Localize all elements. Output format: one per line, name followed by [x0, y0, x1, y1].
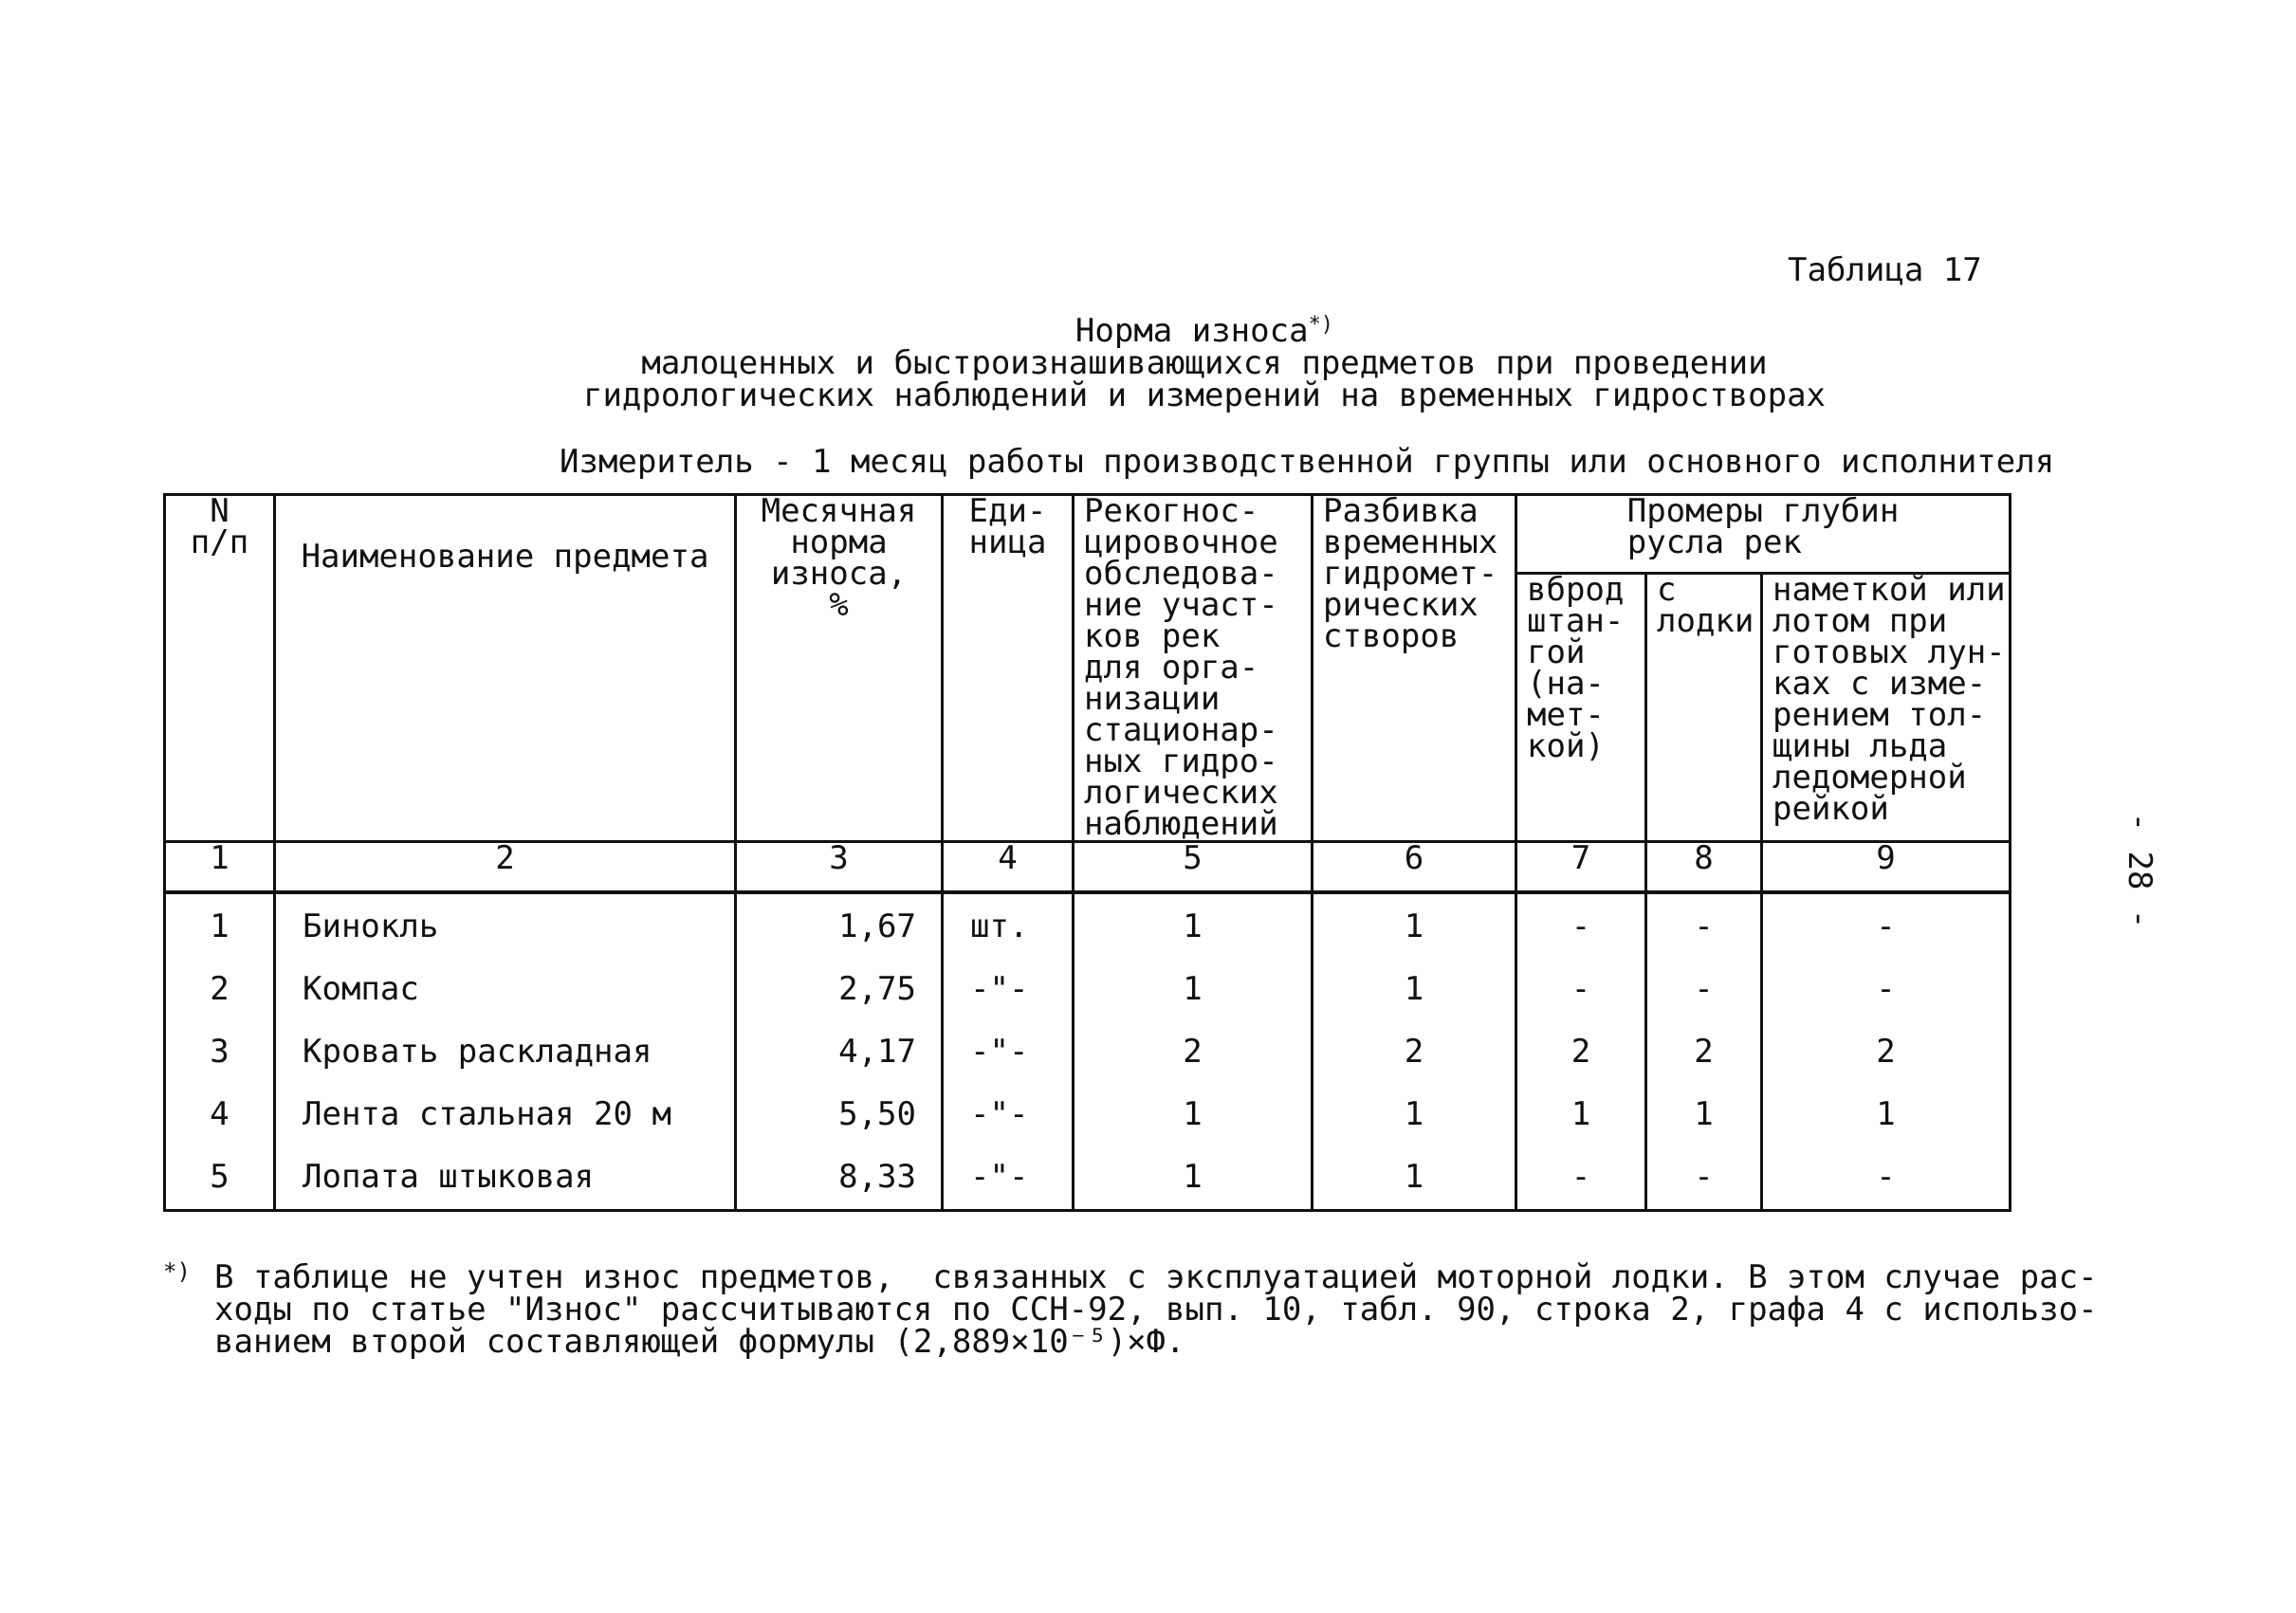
item-name: Лопата штыковая — [275, 1162, 736, 1211]
table-row — [165, 911, 2011, 974]
item-boat: - — [1646, 911, 1762, 974]
footnote-mark: *) — [163, 1258, 191, 1285]
header-wading: вброд штан- гой (на- мет- кой) — [1516, 574, 1646, 842]
item-rate: 1,67 — [736, 911, 943, 974]
column-number-row — [165, 842, 2011, 893]
header-soundings: Промеры глубин русла рек — [1516, 495, 2011, 574]
item-ice: 1 — [1762, 1099, 2011, 1162]
item-recon: 1 — [1074, 911, 1313, 974]
item-ice: - — [1762, 1162, 2011, 1211]
header-name: Наименование предмета — [275, 495, 736, 842]
column-number: 2 — [275, 842, 736, 893]
item-boat: - — [1646, 974, 1762, 1036]
item-ice: - — [1762, 911, 2011, 974]
header-num: N п/п — [165, 495, 275, 842]
item-name: Бинокль — [275, 911, 736, 974]
item-name: Лента стальная 20 м — [275, 1099, 736, 1162]
footnote — [163, 1258, 2098, 1361]
footnote-line-3: ванием второй составляющей формулы (2,889×10⁻⁵)×Ф. — [214, 1323, 1185, 1361]
column-number: 6 — [1313, 842, 1516, 893]
wear-norm-table — [163, 493, 2011, 1212]
item-ice: - — [1762, 974, 2011, 1036]
item-unit: -"- — [943, 1099, 1074, 1162]
table-row — [165, 1099, 2011, 1162]
item-rate: 4,17 — [736, 1036, 943, 1099]
column-number: 7 — [1516, 842, 1646, 893]
title-line-2: гидрологических наблюдений и измерений на временных гидростворах — [582, 376, 1827, 414]
item-breakdown: 2 — [1313, 1036, 1516, 1099]
item-name: Кровать раскладная — [275, 1036, 736, 1099]
footnote-line-1: В таблице не учтен износ предметов, связанных с эксплуатацией моторной лодки. В этом случае рас- — [214, 1258, 2098, 1296]
item-boat: 2 — [1646, 1036, 1762, 1099]
item-unit: -"- — [943, 1036, 1074, 1099]
measure-unit-line: Измеритель - 1 месяц работы производственной группы или основного исполнителя — [560, 443, 2055, 481]
row-number: 3 — [165, 1036, 275, 1099]
table-row — [165, 1036, 2011, 1099]
item-rate: 2,75 — [736, 974, 943, 1036]
item-wading: 1 — [1516, 1099, 1646, 1162]
table-row — [165, 1162, 2011, 1211]
column-number: 9 — [1762, 842, 2011, 893]
item-rate: 5,50 — [736, 1099, 943, 1162]
row-number: 4 — [165, 1099, 275, 1162]
header-breakdown: Разбивка временных гидромет- рических створов — [1313, 495, 1516, 842]
row-number: 1 — [165, 911, 275, 974]
item-wading: - — [1516, 1162, 1646, 1211]
header-ice: наметкой или лотом при готовых лун- ках с изме- рением тол- щины льда ледомерной рейкой — [1762, 574, 2011, 842]
item-ice: 2 — [1762, 1036, 2011, 1099]
page-number-text: - 28 - — [2121, 812, 2158, 929]
item-wading: - — [1516, 974, 1646, 1036]
title-line-1: малоценных и быстроизнашивающихся предметов при проведении — [641, 344, 1768, 382]
item-unit: -"- — [943, 1162, 1074, 1211]
item-breakdown: 1 — [1313, 1099, 1516, 1162]
item-unit: -"- — [943, 974, 1074, 1036]
title-main-line — [531, 312, 1878, 350]
item-recon: 1 — [1074, 974, 1313, 1036]
header-unit: Еди- ница — [943, 495, 1074, 842]
item-wading: - — [1516, 911, 1646, 974]
item-rate: 8,33 — [736, 1162, 943, 1211]
table-title — [531, 312, 1878, 414]
header-rate: Месячная норма износа, % — [736, 495, 943, 842]
column-number: 4 — [943, 842, 1074, 893]
title-footnote-mark: *) — [1308, 313, 1334, 337]
item-recon: 1 — [1074, 1162, 1313, 1211]
column-number: 1 — [165, 842, 275, 893]
row-number: 2 — [165, 974, 275, 1036]
footnote-line-2: ходы по статье "Износ" рассчитываются по ССН-92, вып. 10, табл. 90, строка 2, графа 4 с использо- — [214, 1291, 2098, 1329]
item-breakdown: 1 — [1313, 1162, 1516, 1211]
item-breakdown: 1 — [1313, 911, 1516, 974]
table-label: Таблица 17 — [1788, 251, 1982, 289]
item-name: Компас — [275, 974, 736, 1036]
column-number: 5 — [1074, 842, 1313, 893]
column-number: 3 — [736, 842, 943, 893]
header-recon: Рекогнос- цировочное обследова- ние участ- ков рек для орга- низации стационар- ных гидро- логических наблюдений — [1074, 495, 1313, 842]
item-breakdown: 1 — [1313, 974, 1516, 1036]
page-number — [2107, 798, 2164, 941]
item-recon: 1 — [1074, 1099, 1313, 1162]
item-boat: - — [1646, 1162, 1762, 1211]
table-row — [165, 974, 2011, 1036]
item-boat: 1 — [1646, 1099, 1762, 1162]
title-main: Норма износа — [1075, 312, 1309, 350]
header-boat: с лодки — [1646, 574, 1762, 842]
item-unit: шт. — [943, 911, 1074, 974]
item-recon: 2 — [1074, 1036, 1313, 1099]
row-number: 5 — [165, 1162, 275, 1211]
column-number: 8 — [1646, 842, 1762, 893]
item-wading: 2 — [1516, 1036, 1646, 1099]
